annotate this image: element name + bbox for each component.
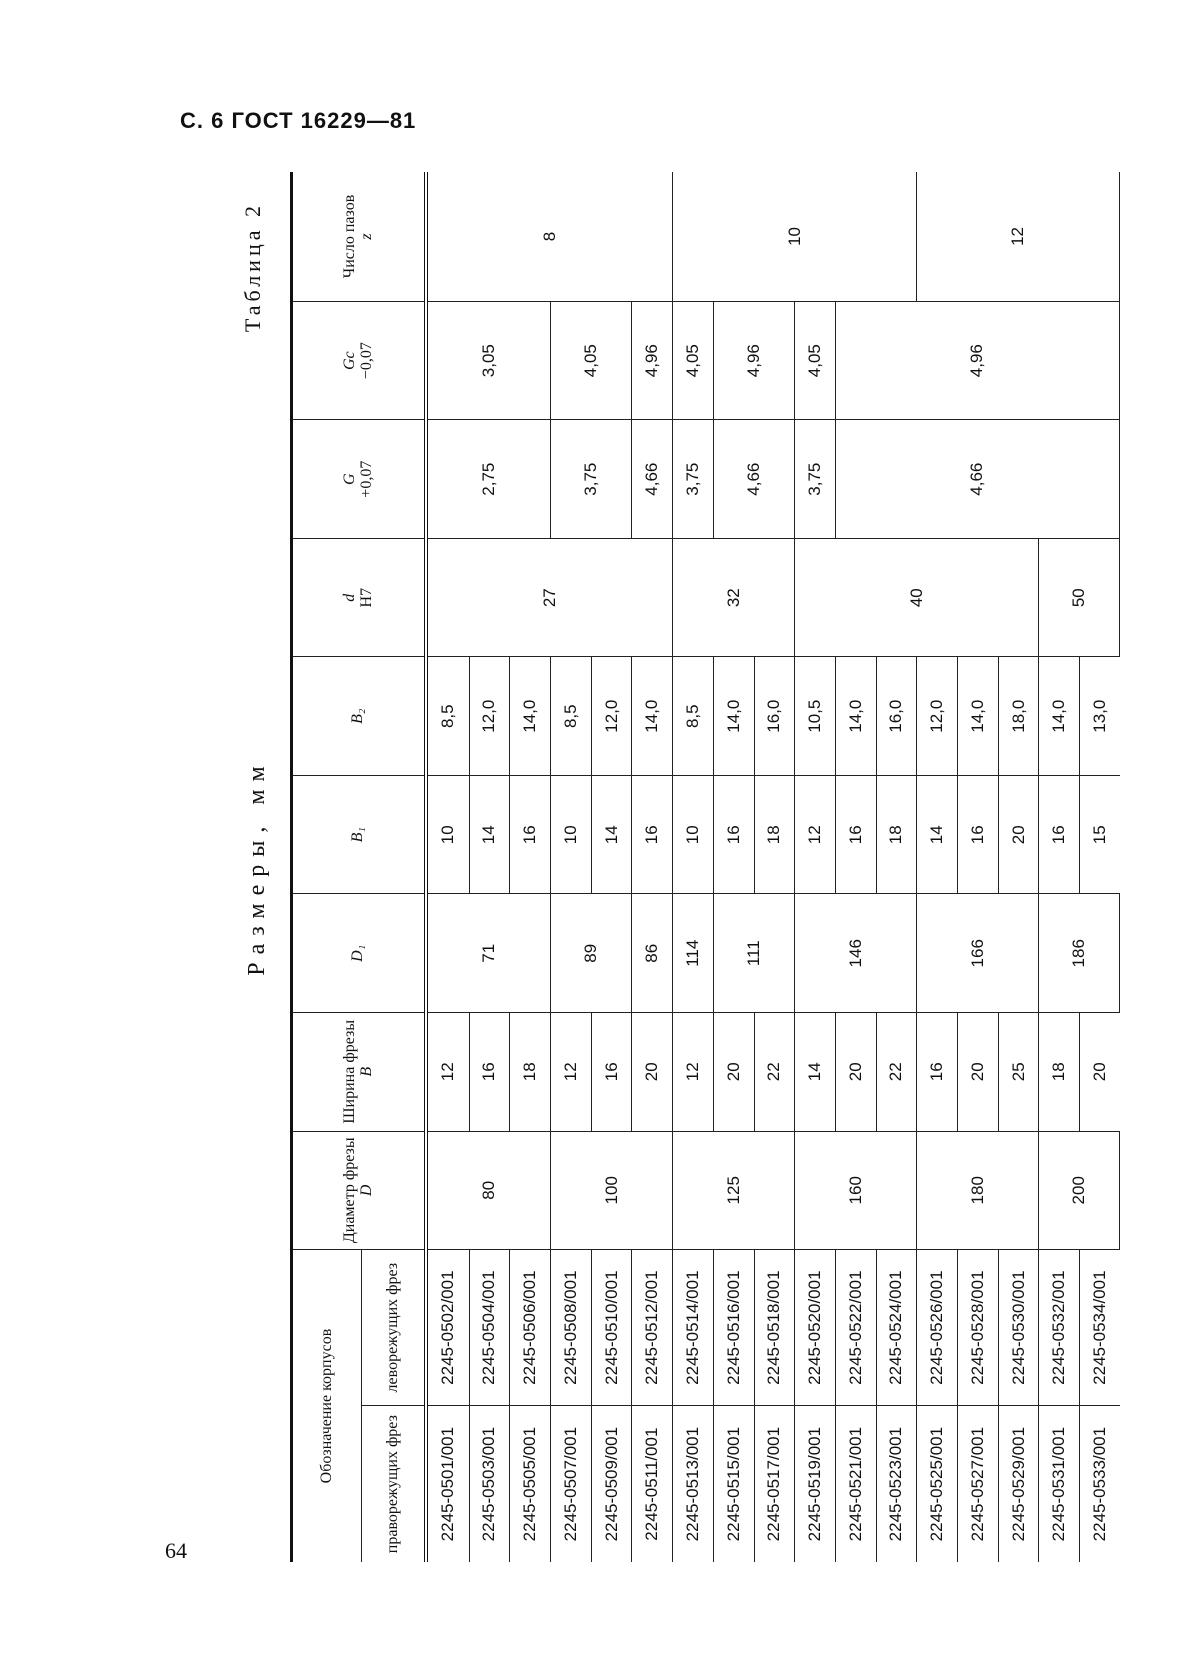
cell-D1: 114	[673, 894, 714, 1013]
header-d1: D₁	[292, 894, 426, 1013]
cell-B1: 16	[510, 775, 551, 894]
cell-B: 12	[426, 1013, 470, 1132]
cell-left: 2245-0508/001	[551, 1250, 592, 1406]
cell-B1: 16	[713, 775, 754, 894]
table-row	[632, 172, 673, 1562]
table-caption: Размеры, мм	[244, 758, 270, 976]
cell-B1: 14	[591, 775, 632, 894]
cell-B1: 15	[1080, 775, 1120, 894]
table-label: Таблица 2	[240, 202, 265, 333]
cell-B2: 8,5	[551, 657, 592, 776]
cell-Gc: 4,05	[673, 301, 714, 420]
header-slots	[292, 172, 426, 301]
page-number: 64	[165, 1538, 187, 1563]
cell-D: 80	[426, 1131, 551, 1250]
cell-D1: 146	[795, 894, 917, 1013]
cell-B1: 10	[426, 775, 470, 894]
header-right-cutters: праворежущих фрез	[362, 1406, 426, 1562]
header-diameter	[292, 1131, 426, 1250]
dimensions-table	[290, 172, 1120, 1562]
cell-left: 2245-0506/001	[510, 1250, 551, 1406]
cell-B: 25	[998, 1013, 1039, 1132]
cell-B1: 14	[917, 775, 958, 894]
cell-left: 2245-0526/001	[917, 1250, 958, 1406]
header-width-symbol: B	[358, 1066, 376, 1077]
cell-Gc: 4,96	[713, 301, 794, 420]
cell-d: 50	[1039, 538, 1120, 657]
cell-left: 2245-0510/001	[591, 1250, 632, 1406]
cell-B: 20	[958, 1013, 999, 1132]
cell-right: 2245-0511/001	[632, 1406, 673, 1562]
cell-d: 40	[795, 538, 1039, 657]
header-gc	[292, 301, 426, 420]
header-g	[292, 420, 426, 539]
cell-right: 2245-0519/001	[795, 1406, 836, 1562]
cell-B2: 10,5	[795, 657, 836, 776]
cell-D1: 89	[551, 894, 632, 1013]
header-diameter-symbol: D	[358, 1184, 376, 1197]
cell-right: 2245-0529/001	[998, 1406, 1039, 1562]
table-row	[835, 172, 876, 1562]
cell-B: 14	[795, 1013, 836, 1132]
header-g-symbol: G	[340, 473, 358, 485]
cell-G: 4,66	[713, 420, 794, 539]
cell-B2: 12,0	[917, 657, 958, 776]
table-row	[426, 172, 470, 1562]
cell-B1: 16	[958, 775, 999, 894]
cell-left: 2245-0514/001	[673, 1250, 714, 1406]
cell-G: 3,75	[795, 420, 836, 539]
cell-B2: 14,0	[835, 657, 876, 776]
cell-Gc: 4,96	[632, 301, 673, 420]
cell-right: 2245-0531/001	[1039, 1406, 1080, 1562]
cell-right: 2245-0503/001	[469, 1406, 510, 1562]
cell-B: 18	[1039, 1013, 1080, 1132]
cell-B2: 16,0	[876, 657, 917, 776]
cell-left: 2245-0504/001	[469, 1250, 510, 1406]
header-width	[292, 1013, 426, 1132]
cell-B2: 14,0	[632, 657, 673, 776]
header-gc-symbol: Gс	[340, 351, 358, 370]
cell-z: 12	[917, 172, 1120, 301]
header-b1: B₁	[292, 775, 426, 894]
header-gc-tolerance: −0,07	[358, 342, 376, 380]
cell-B1: 18	[876, 775, 917, 894]
cell-B1: 16	[632, 775, 673, 894]
cell-left: 2245-0524/001	[876, 1250, 917, 1406]
cell-B2: 14,0	[958, 657, 999, 776]
cell-B: 16	[591, 1013, 632, 1132]
cell-B1: 14	[469, 775, 510, 894]
cell-B2: 8,5	[426, 657, 470, 776]
cell-right: 2245-0515/001	[713, 1406, 754, 1562]
cell-right: 2245-0517/001	[754, 1406, 795, 1562]
cell-left: 2245-0532/001	[1039, 1250, 1080, 1406]
cell-left: 2245-0516/001	[713, 1250, 754, 1406]
cell-D1: 166	[917, 894, 1039, 1013]
cell-D: 200	[1039, 1131, 1120, 1250]
cell-B: 16	[917, 1013, 958, 1132]
header-d-h7	[292, 538, 426, 657]
cell-G: 3,75	[551, 420, 632, 539]
cell-D: 180	[917, 1131, 1039, 1250]
cell-D1: 86	[632, 894, 673, 1013]
cell-Gc: 4,05	[551, 301, 632, 420]
cell-left: 2245-0520/001	[795, 1250, 836, 1406]
cell-left: 2245-0528/001	[958, 1250, 999, 1406]
header-left-cutters: леворежущих фрез	[362, 1250, 426, 1406]
cell-G: 4,66	[632, 420, 673, 539]
cell-right: 2245-0513/001	[673, 1406, 714, 1562]
page-header: С. 6 ГОСТ 16229—81	[180, 108, 417, 133]
header-slots-label: Число пазов	[340, 194, 358, 279]
header-d-tolerance: H7	[358, 587, 376, 608]
cell-right: 2245-0509/001	[591, 1406, 632, 1562]
cell-right: 2245-0533/001	[1080, 1406, 1120, 1562]
cell-B1: 12	[795, 775, 836, 894]
table-row	[713, 172, 754, 1562]
cell-right: 2245-0521/001	[835, 1406, 876, 1562]
cell-B1: 20	[998, 775, 1039, 894]
cell-right: 2245-0525/001	[917, 1406, 958, 1562]
cell-B2: 18,0	[998, 657, 1039, 776]
header-slots-symbol: z	[358, 233, 376, 240]
cell-B2: 12,0	[469, 657, 510, 776]
cell-B: 12	[673, 1013, 714, 1132]
cell-right: 2245-0505/001	[510, 1406, 551, 1562]
cell-B2: 14,0	[510, 657, 551, 776]
cell-right: 2245-0507/001	[551, 1406, 592, 1562]
cell-z: 8	[426, 172, 673, 301]
header-g-tolerance: +0,07	[358, 460, 376, 498]
cell-d: 32	[673, 538, 795, 657]
header-d-symbol: d	[340, 593, 358, 602]
cell-B: 22	[754, 1013, 795, 1132]
cell-B2: 14,0	[1039, 657, 1080, 776]
table-row	[795, 172, 836, 1562]
cell-right: 2245-0527/001	[958, 1406, 999, 1562]
cell-z: 10	[673, 172, 917, 301]
cell-left: 2245-0518/001	[754, 1250, 795, 1406]
cell-D1: 111	[713, 894, 794, 1013]
rotated-table-area	[220, 172, 1130, 1562]
cell-G: 4,66	[835, 420, 1119, 539]
cell-left: 2245-0534/001	[1080, 1250, 1120, 1406]
cell-D: 100	[551, 1131, 673, 1250]
cell-Gc: 4,96	[835, 301, 1119, 420]
cell-B2: 8,5	[673, 657, 714, 776]
cell-B1: 18	[754, 775, 795, 894]
cell-left: 2245-0530/001	[998, 1250, 1039, 1406]
header-width-label: Ширина фрезы	[340, 1019, 358, 1124]
cell-B1: 10	[551, 775, 592, 894]
cell-D1: 186	[1039, 894, 1120, 1013]
cell-right: 2245-0501/001	[426, 1406, 470, 1562]
cell-D: 160	[795, 1131, 917, 1250]
cell-B2: 12,0	[591, 657, 632, 776]
cell-B: 12	[551, 1013, 592, 1132]
cell-Gc: 4,05	[795, 301, 836, 420]
table-row	[673, 172, 714, 1562]
cell-left: 2245-0502/001	[426, 1250, 470, 1406]
cell-D: 125	[673, 1131, 795, 1250]
cell-B: 20	[713, 1013, 754, 1132]
cell-B: 20	[632, 1013, 673, 1132]
cell-left: 2245-0512/001	[632, 1250, 673, 1406]
cell-B: 16	[469, 1013, 510, 1132]
cell-D1: 71	[426, 894, 551, 1013]
cell-left: 2245-0522/001	[835, 1250, 876, 1406]
cell-B: 18	[510, 1013, 551, 1132]
cell-d: 27	[426, 538, 673, 657]
cell-B2: 14,0	[713, 657, 754, 776]
cell-B: 20	[1080, 1013, 1120, 1132]
header-b2: B₂	[292, 657, 426, 776]
cell-B1: 10	[673, 775, 714, 894]
table-row	[551, 172, 592, 1562]
cell-B: 20	[835, 1013, 876, 1132]
cell-B: 22	[876, 1013, 917, 1132]
cell-B1: 16	[835, 775, 876, 894]
cell-B1: 16	[1039, 775, 1080, 894]
cell-B2: 16,0	[754, 657, 795, 776]
cell-G: 2,75	[426, 420, 551, 539]
header-diameter-label: Диаметр фрезы	[340, 1137, 358, 1244]
cell-Gc: 3,05	[426, 301, 551, 420]
cell-G: 3,75	[673, 420, 714, 539]
header-designation-group: Обозначение корпусов	[292, 1250, 362, 1562]
cell-right: 2245-0523/001	[876, 1406, 917, 1562]
cell-B2: 13,0	[1080, 657, 1120, 776]
